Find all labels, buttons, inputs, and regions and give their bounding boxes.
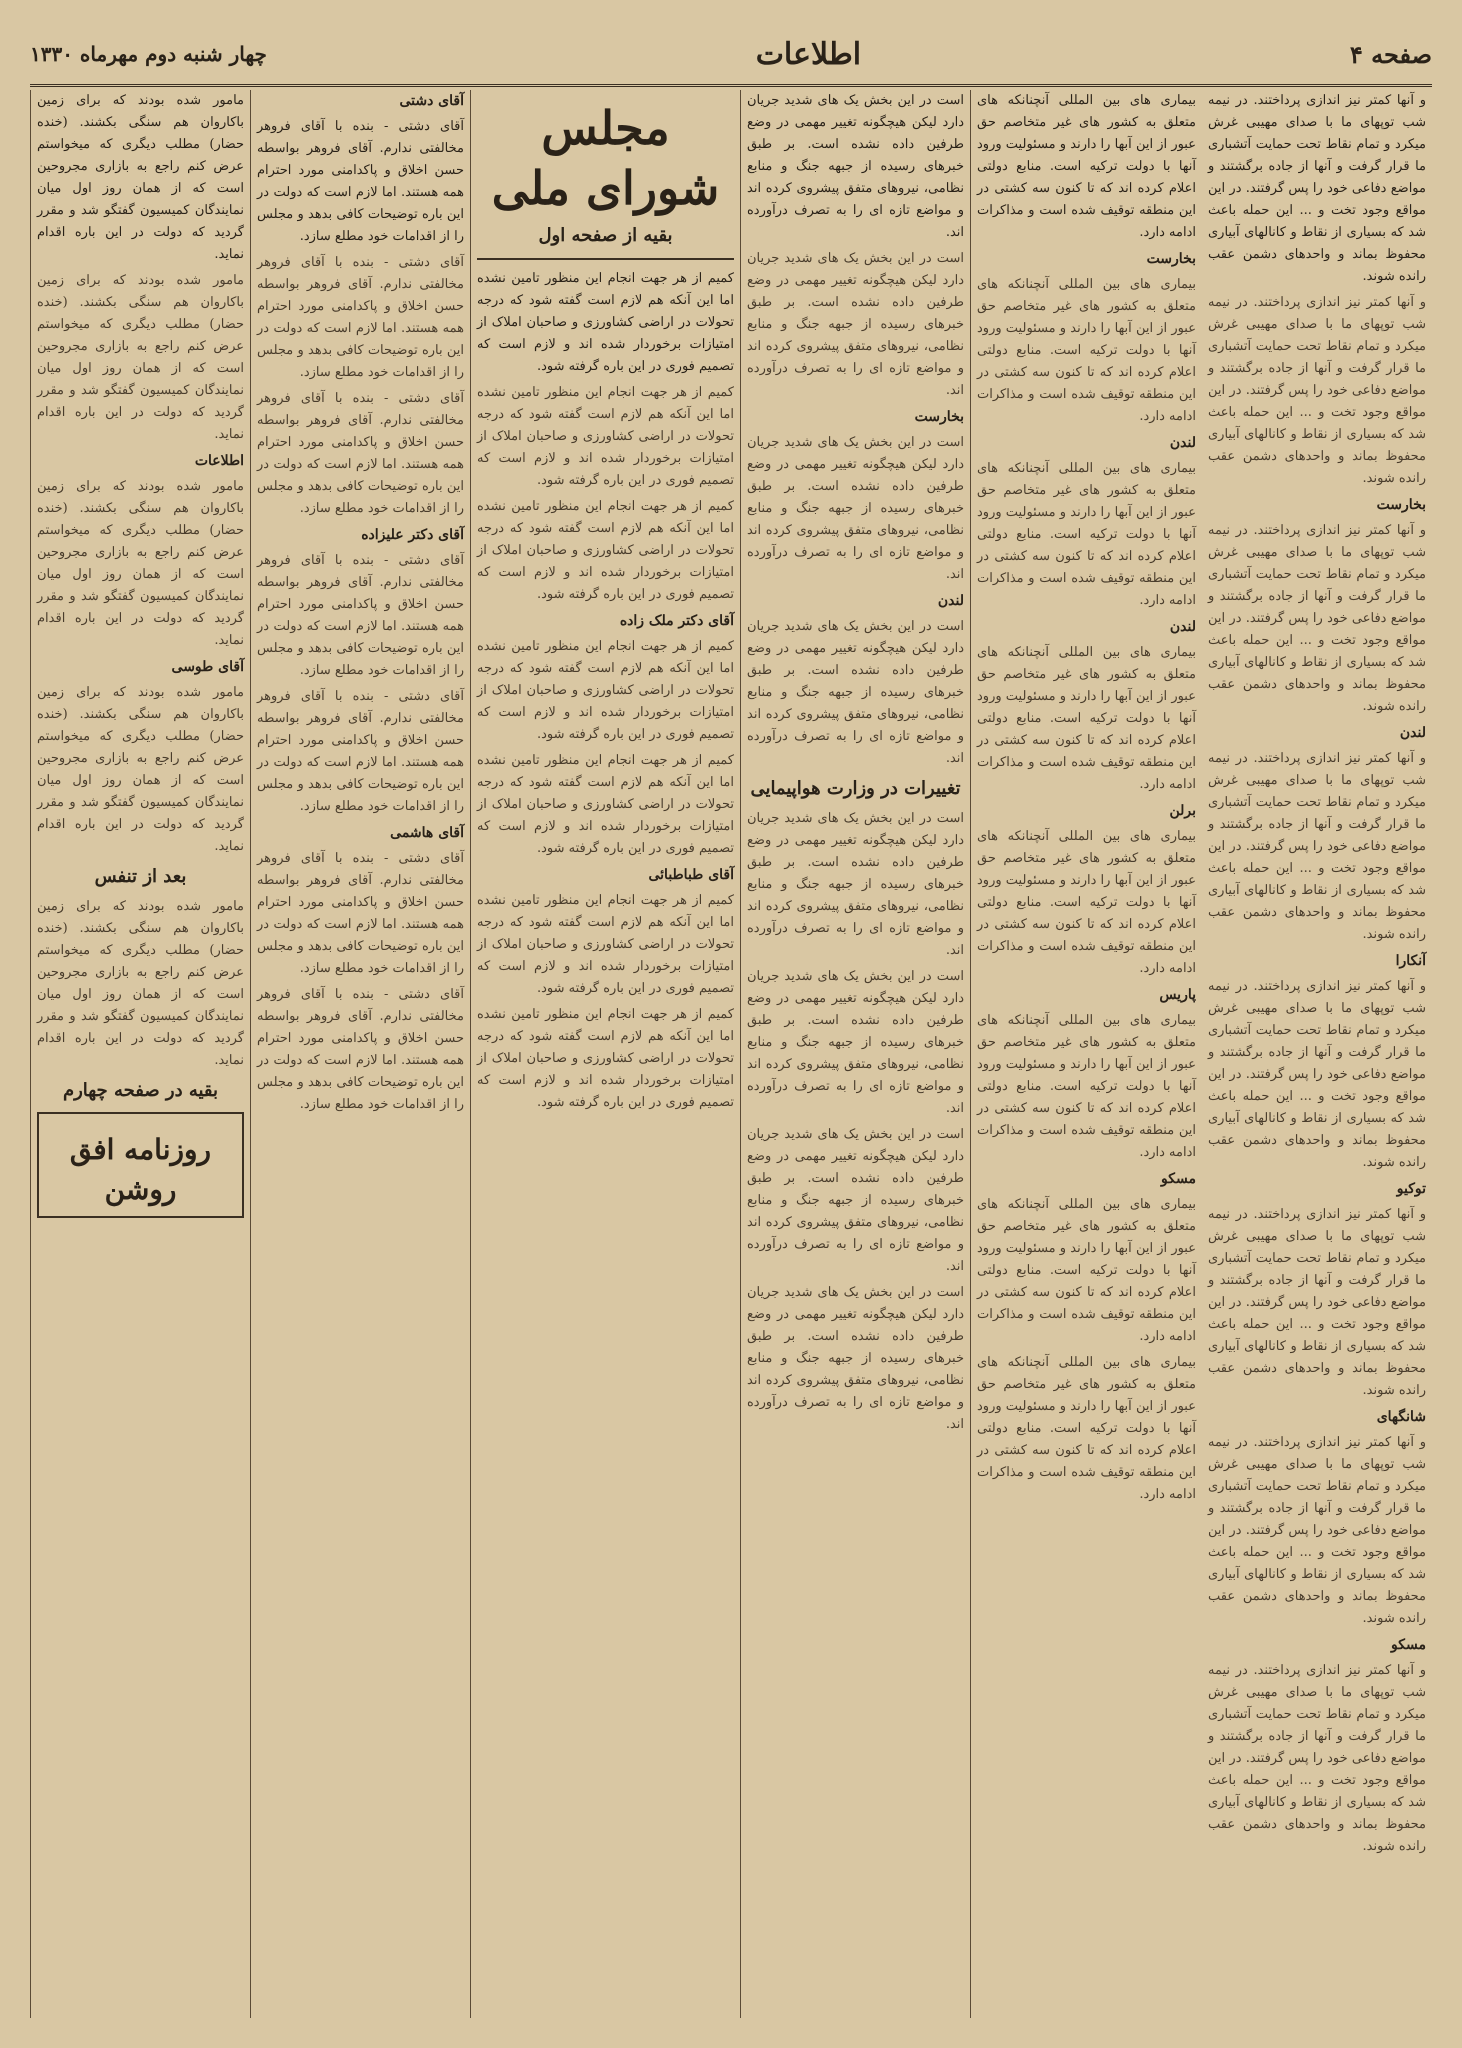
column-3-body-c: است در این بخش یک های شدید جریان دارد لیکن هیچگونه تغییر مهمی در وضع طرفین داده نشده است. بر طبق خبرهای رسیده از جبهه جنگ و منابع نظامی، نیروهای متفق پیشروی کرده اند و مواضع تازه ای را به تصرف درآورده اند.: [747, 619, 964, 766]
column-2-text: بیماری های بین المللی آنچنانکه های متعلق به کشور های غیر متخاصم حق عبور از این آبها را دارند و مسئولیت ورود آنها با دولت ترکیه است. منابع دولتی اعلام کرده اند که تا کنون سه کشتی در این منطقه توقیف شده است و مذاکرات ادامه دارد.: [977, 93, 1196, 240]
column-2-heading-2: لندن: [1169, 435, 1196, 451]
column-2-body-c: بیماری های بین المللی آنچنانکه های متعلق به کشور های غیر متخاصم حق عبور از این آبها را دارند و مسئولیت ورود آنها با دولت ترکیه است. منابع دولتی اعلام کرده اند که تا کنون سه کشتی در این منطقه توقیف شده است و مذاکرات ادامه دارد.: [977, 645, 1196, 792]
column-2-body-a: بیماری های بین المللی آنچنانکه های متعلق به کشور های غیر متخاصم حق عبور از این آبها را دارند و مسئولیت ورود آنها با دولت ترکیه است. منابع دولتی اعلام کرده اند که تا کنون سه کشتی در این منطقه توقیف شده است و مذاکرات ادامه دارد.: [977, 277, 1196, 424]
ad-box: [37, 1112, 244, 1218]
column-1-body-d: و آنها کمتر نیز اندازی پرداختند. در نیمه شب توپهای ما با صدای مهیبی غرش میکرد و تمام نقاط تحت حمایت آتشباری ما قرار گرفت و آنها از جاده برگشتند و مواضع دفاعی خود را پس گرفتند. در این مواقع وجود تخت و ... این حمله باعث شد که بسیاری از نقاط و کانالهای آبیاری محفوظ بماند و واحدهای دشمن عقب رانده شوند.: [1208, 979, 1426, 1170]
column-3-body-e: است در این بخش یک های شدید جریان دارد لیکن هیچگونه تغییر مهمی در وضع طرفین داده نشده است. بر طبق خبرهای رسیده از جبهه جنگ و منابع نظامی، نیروهای متفق پیشروی کرده اند و مواضع تازه ای را به تصرف درآورده اند.: [747, 969, 964, 1116]
column-2-heading-5: پاریس: [1159, 987, 1196, 1003]
column-2-body-f: بیماری های بین المللی آنچنانکه های متعلق به کشور های غیر متخاصم حق عبور از این آبها را دارند و مسئولیت ورود آنها با دولت ترکیه است. منابع دولتی اعلام کرده اند که تا کنون سه کشتی در این منطقه توقیف شده است و مذاکرات ادامه دارد.: [977, 1197, 1196, 1344]
column-1-heading-4: توکیو: [1396, 1181, 1426, 1197]
column-5-speaker-1: آقای دشتی: [399, 93, 464, 109]
column-2-body-d: بیماری های بین المللی آنچنانکه های متعلق به کشور های غیر متخاصم حق عبور از این آبها را دارند و مسئولیت ورود آنها با دولت ترکیه است. منابع دولتی اعلام کرده اند که تا کنون سه کشتی در این منطقه توقیف شده است و مذاکرات ادامه دارد.: [977, 829, 1196, 976]
columns-area: [30, 90, 1432, 2018]
column-6-body-a: مامور شده بودند که برای زمین باکاروان هم سنگی بکشند. (خنده حضار) مطلب دیگری که میخواستم عرض کنم راجع به بازاری مجروحین است که از همان روز اول میان نمایندگان کمیسیون گفتگو شد و مقرر گردید که دولت در این باره اقدام نماید.: [37, 273, 244, 442]
column-5-body-b: آقای دشتی - بنده با آقای فروهر مخالفتی ندارم. آقای فروهر بواسطه حسن اخلاق و پاکدامنی مورد احترام همه هستند. اما لازم است که دولت در این باره توضیحات کافی بدهد و مجلس را از اقدامات خود مطلع سازد.: [257, 391, 464, 516]
issue-date: چهار شنبه دوم مهرماه ۱۳۳۰: [30, 42, 267, 66]
column-4-body-f: کمیم از هر جهت انجام این منظور تامین نشده اما این آنکه هم لازم است گفته شود که درجه تحولات در اراضی کشاورزی و صاحبان املاک از امتیازات برخوردار شده اند و لازم است که تصمیم فوری در این باره گرفته شود.: [477, 1007, 734, 1110]
column-1-heading-3: آنکارا: [1395, 953, 1426, 969]
page-number: صفحه ۴: [1349, 39, 1432, 69]
column-6-body-b: مامور شده بودند که برای زمین باکاروان هم سنگی بکشند. (خنده حضار) مطلب دیگری که میخواستم عرض کنم راجع به بازاری مجروحین است که از همان روز اول میان نمایندگان کمیسیون گفتگو شد و مقرر گردید که دولت در این باره اقدام نماید.: [37, 479, 244, 648]
column-1-heading-2: لندن: [1399, 725, 1426, 741]
column-3-body-b: است در این بخش یک های شدید جریان دارد لیکن هیچگونه تغییر مهمی در وضع طرفین داده نشده است. بر طبق خبرهای رسیده از جبهه جنگ و منابع نظامی، نیروهای متفق پیشروی کرده اند و مواضع تازه ای را به تصرف درآورده اند.: [747, 435, 964, 582]
column-2-body-g: بیماری های بین المللی آنچنانکه های متعلق به کشور های غیر متخاصم حق عبور از این آبها را دارند و مسئولیت ورود آنها با دولت ترکیه است. منابع دولتی اعلام کرده اند که تا کنون سه کشتی در این منطقه توقیف شده است و مذاکرات ادامه دارد.: [977, 1355, 1196, 1502]
column-2-body-b: بیماری های بین المللی آنچنانکه های متعلق به کشور های غیر متخاصم حق عبور از این آبها را دارند و مسئولیت ورود آنها با دولت ترکیه است. منابع دولتی اعلام کرده اند که تا کنون سه کشتی در این منطقه توقیف شده است و مذاکرات ادامه دارد.: [977, 461, 1196, 608]
column-4: [470, 90, 740, 2018]
column-4-body-a: کمیم از هر جهت انجام این منظور تامین نشده اما این آنکه هم لازم است گفته شود که درجه تحولات در اراضی کشاورزی و صاحبان املاک از امتیازات برخوردار شده اند و لازم است که تصمیم فوری در این باره گرفته شود.: [477, 385, 734, 488]
column-1-body-b: و آنها کمتر نیز اندازی پرداختند. در نیمه شب توپهای ما با صدای مهیبی غرش میکرد و تمام نقاط تحت حمایت آتشباری ما قرار گرفت و آنها از جاده برگشتند و مواضع دفاعی خود را پس گرفتند. در این مواقع وجود تخت و ... این حمله باعث شد که بسیاری از نقاط و کانالهای آبیاری محفوظ بماند و واحدهای دشمن عقب رانده شوند.: [1208, 523, 1426, 714]
column-1-heading-1: بخارست: [1376, 497, 1426, 513]
column-1-body-g: و آنها کمتر نیز اندازی پرداختند. در نیمه شب توپهای ما با صدای مهیبی غرش میکرد و تمام نقاط تحت حمایت آتشباری ما قرار گرفت و آنها از جاده برگشتند و مواضع دفاعی خود را پس گرفتند. در این مواقع وجود تخت و ... این حمله باعث شد که بسیاری از نقاط و کانالهای آبیاری محفوظ بماند و واحدهای دشمن عقب رانده شوند.: [1208, 1663, 1426, 1854]
column-4-body-d: کمیم از هر جهت انجام این منظور تامین نشده اما این آنکه هم لازم است گفته شود که درجه تحولات در اراضی کشاورزی و صاحبان املاک از امتیازات برخوردار شده اند و لازم است که تصمیم فوری در این باره گرفته شود.: [477, 753, 734, 856]
column-6-heading-2: آقای طوسی: [171, 659, 244, 675]
column-4-body-e: کمیم از هر جهت انجام این منظور تامین نشده اما این آنکه هم لازم است گفته شود که درجه تحولات در اراضی کشاورزی و صاحبان املاک از امتیازات برخوردار شده اند و لازم است که تصمیم فوری در این باره گرفته شود.: [477, 893, 734, 996]
column-4-speaker-2: آقای دکتر ملک زاده: [619, 613, 734, 629]
column-1-heading-6: مسکو: [1391, 1637, 1426, 1653]
column-1-body-a: و آنها کمتر نیز اندازی پرداختند. در نیمه شب توپهای ما با صدای مهیبی غرش میکرد و تمام نقاط تحت حمایت آتشباری ما قرار گرفت و آنها از جاده برگشتند و مواضع دفاعی خود را پس گرفتند. در این مواقع وجود تخت و ... این حمله باعث شد که بسیاری از نقاط و کانالهای آبیاری محفوظ بماند و واحدهای دشمن عقب رانده شوند.: [1208, 295, 1426, 486]
column-5-body-c: آقای دشتی - بنده با آقای فروهر مخالفتی ندارم. آقای فروهر بواسطه حسن اخلاق و پاکدامنی مورد احترام همه هستند. اما لازم است که دولت در این باره توضیحات کافی بدهد و مجلس را از اقدامات خود مطلع سازد.: [257, 553, 464, 678]
column-1-body-f: و آنها کمتر نیز اندازی پرداختند. در نیمه شب توپهای ما با صدای مهیبی غرش میکرد و تمام نقاط تحت حمایت آتشباری ما قرار گرفت و آنها از جاده برگشتند و مواضع دفاعی خود را پس گرفتند. در این مواقع وجود تخت و ... این حمله باعث شد که بسیاری از نقاط و کانالهای آبیاری محفوظ بماند و واحدهای دشمن عقب رانده شوند.: [1208, 1435, 1426, 1626]
paper-name: اطلاعات: [755, 36, 862, 72]
column-3-heading-2: لندن: [937, 593, 964, 609]
column-2-heading-6: مسکو: [1161, 1171, 1196, 1187]
masthead: [30, 24, 1432, 87]
column-6-body-c: مامور شده بودند که برای زمین باکاروان هم سنگی بکشند. (خنده حضار) مطلب دیگری که میخواستم عرض کنم راجع به بازاری مجروحین است که از همان روز اول میان نمایندگان کمیسیون گفتگو شد و مقرر گردید که دولت در این باره اقدام نماید.: [37, 685, 244, 854]
column-5-body-d: آقای دشتی - بنده با آقای فروهر مخالفتی ندارم. آقای فروهر بواسطه حسن اخلاق و پاکدامنی مورد احترام همه هستند. اما لازم است که دولت در این باره توضیحات کافی بدهد و مجلس را از اقدامات خود مطلع سازد.: [257, 689, 464, 814]
column-5-speaker-3: آقای دکتر علیزاده: [361, 527, 464, 543]
column-6-body-d: مامور شده بودند که برای زمین باکاروان هم سنگی بکشند. (خنده حضار) مطلب دیگری که میخواستم عرض کنم راجع به بازاری مجروحین است که از همان روز اول میان نمایندگان کمیسیون گفتگو شد و مقرر گردید که دولت در این باره اقدام نماید.: [37, 899, 244, 1068]
column-5-text: آقای دشتی - بنده با آقای فروهر مخالفتی ندارم. آقای فروهر بواسطه حسن اخلاق و پاکدامنی مورد احترام همه هستند. اما لازم است که دولت در این باره توضیحات کافی بدهد و مجلس را از اقدامات خود مطلع سازد.: [257, 119, 464, 244]
column-4-body-c: کمیم از هر جهت انجام این منظور تامین نشده اما این آنکه هم لازم است گفته شود که درجه تحولات در اراضی کشاورزی و صاحبان املاک از امتیازات برخوردار شده اند و لازم است که تصمیم فوری در این باره گرفته شود.: [477, 639, 734, 742]
column-5-body-e: آقای دشتی - بنده با آقای فروهر مخالفتی ندارم. آقای فروهر بواسطه حسن اخلاق و پاکدامنی مورد احترام همه هستند. اما لازم است که دولت در این باره توضیحات کافی بدهد و مجلس را از اقدامات خود مطلع سازد.: [257, 851, 464, 976]
column-3-body-g: است در این بخش یک های شدید جریان دارد لیکن هیچگونه تغییر مهمی در وضع طرفین داده نشده است. بر طبق خبرهای رسیده از جبهه جنگ و منابع نظامی، نیروهای متفق پیشروی کرده اند و مواضع تازه ای را به تصرف درآورده اند.: [747, 1285, 964, 1432]
column-6-text: مامور شده بودند که برای زمین باکاروان هم سنگی بکشند. (خنده حضار) مطلب دیگری که میخواستم عرض کنم راجع به بازاری مجروحین است که از همان روز اول میان نمایندگان کمیسیون گفتگو شد و مقرر گردید که دولت در این باره اقدام نماید.: [37, 93, 244, 262]
column-2-heading-3: لندن: [1169, 619, 1196, 635]
column-1-body-c: و آنها کمتر نیز اندازی پرداختند. در نیمه شب توپهای ما با صدای مهیبی غرش میکرد و تمام نقاط تحت حمایت آتشباری ما قرار گرفت و آنها از جاده برگشتند و مواضع دفاعی خود را پس گرفتند. در این مواقع وجود تخت و ... این حمله باعث شد که بسیاری از نقاط و کانالهای آبیاری محفوظ بماند و واحدهای دشمن عقب رانده شوند.: [1208, 751, 1426, 942]
column-2-heading-4: برلن: [1169, 803, 1196, 819]
column-1-text: و آنها کمتر نیز اندازی پرداختند. در نیمه شب توپهای ما با صدای مهیبی غرش میکرد و تمام نقاط تحت حمایت آتشباری ما قرار گرفت و آنها از جاده برگشتند و مواضع دفاعی خود را پس گرفتند. در این مواقع وجود تخت و ... این حمله باعث شد که بسیاری از نقاط و کانالهای آبیاری محفوظ بماند و واحدهای دشمن عقب رانده شوند.: [1208, 93, 1426, 284]
column-2-heading-1: بخارست: [1146, 251, 1196, 267]
column-6-section-heading: بعد از تنفس: [94, 866, 187, 887]
column-3: [740, 90, 970, 2018]
continued-note: بقیه در صفحه چهارم: [62, 1080, 219, 1101]
column-2: [970, 90, 1202, 2018]
column-3-section-heading: تغییرات در وزارت هواپیمایی: [750, 778, 961, 799]
column-5-body-a: آقای دشتی - بنده با آقای فروهر مخالفتی ندارم. آقای فروهر بواسطه حسن اخلاق و پاکدامنی مورد احترام همه هستند. اما لازم است که دولت در این باره توضیحات کافی بدهد و مجلس را از اقدامات خود مطلع سازد.: [257, 255, 464, 380]
column-3-body-a: است در این بخش یک های شدید جریان دارد لیکن هیچگونه تغییر مهمی در وضع طرفین داده نشده است. بر طبق خبرهای رسیده از جبهه جنگ و منابع نظامی، نیروهای متفق پیشروی کرده اند و مواضع تازه ای را به تصرف درآورده اند.: [747, 251, 964, 398]
column-1: [1202, 90, 1432, 2018]
column-3-body-d: است در این بخش یک های شدید جریان دارد لیکن هیچگونه تغییر مهمی در وضع طرفین داده نشده است. بر طبق خبرهای رسیده از جبهه جنگ و منابع نظامی، نیروهای متفق پیشروی کرده اند و مواضع تازه ای را به تصرف درآورده اند.: [747, 811, 964, 958]
column-6-heading-1: اطلاعات: [194, 453, 244, 469]
column-1-heading-5: شانگهای: [1376, 1409, 1426, 1425]
column-4-text: کمیم از هر جهت انجام این منظور تامین نشده اما این آنکه هم لازم است گفته شود که درجه تحولات در اراضی کشاورزی و صاحبان املاک از امتیازات برخوردار شده اند و لازم است که تصمیم فوری در این باره گرفته شود.: [477, 271, 734, 374]
title-rule: [477, 258, 734, 260]
article-subtitle: بقیه از صفحه اول: [538, 225, 673, 246]
column-4-speaker-1: آقای طباطبائی: [648, 867, 734, 883]
column-1-body-e: و آنها کمتر نیز اندازی پرداختند. در نیمه شب توپهای ما با صدای مهیبی غرش میکرد و تمام نقاط تحت حمایت آتشباری ما قرار گرفت و آنها از جاده برگشتند و مواضع دفاعی خود را پس گرفتند. در این مواقع وجود تخت و ... این حمله باعث شد که بسیاری از نقاط و کانالهای آبیاری محفوظ بماند و واحدهای دشمن عقب رانده شوند.: [1208, 1207, 1426, 1398]
column-2-body-e: بیماری های بین المللی آنچنانکه های متعلق به کشور های غیر متخاصم حق عبور از این آبها را دارند و مسئولیت ورود آنها با دولت ترکیه است. منابع دولتی اعلام کرده اند که تا کنون سه کشتی در این منطقه توقیف شده است و مذاکرات ادامه دارد.: [977, 1013, 1196, 1160]
column-3-text: است در این بخش یک های شدید جریان دارد لیکن هیچگونه تغییر مهمی در وضع طرفین داده نشده است. بر طبق خبرهای رسیده از جبهه جنگ و منابع نظامی، نیروهای متفق پیشروی کرده اند و مواضع تازه ای را به تصرف درآورده اند.: [747, 93, 964, 240]
column-3-body-f: است در این بخش یک های شدید جریان دارد لیکن هیچگونه تغییر مهمی در وضع طرفین داده نشده است. بر طبق خبرهای رسیده از جبهه جنگ و منابع نظامی، نیروهای متفق پیشروی کرده اند و مواضع تازه ای را به تصرف درآورده اند.: [747, 1127, 964, 1274]
column-5-body-f: آقای دشتی - بنده با آقای فروهر مخالفتی ندارم. آقای فروهر بواسطه حسن اخلاق و پاکدامنی مورد احترام همه هستند. اما لازم است که دولت در این باره توضیحات کافی بدهد و مجلس را از اقدامات خود مطلع سازد.: [257, 987, 464, 1112]
column-5: [250, 90, 470, 2018]
ad-title: روزنامه افق روشن: [69, 1133, 212, 1206]
column-3-heading-1: بخارست: [914, 409, 964, 425]
column-6: [30, 90, 250, 2018]
article-title: مجلس شورای ملی: [491, 101, 720, 215]
column-4-body-b: کمیم از هر جهت انجام این منظور تامین نشده اما این آنکه هم لازم است گفته شود که درجه تحولات در اراضی کشاورزی و صاحبان املاک از امتیازات برخوردار شده اند و لازم است که تصمیم فوری در این باره گرفته شود.: [477, 499, 734, 602]
column-5-speaker-2: آقای هاشمی: [390, 825, 464, 841]
